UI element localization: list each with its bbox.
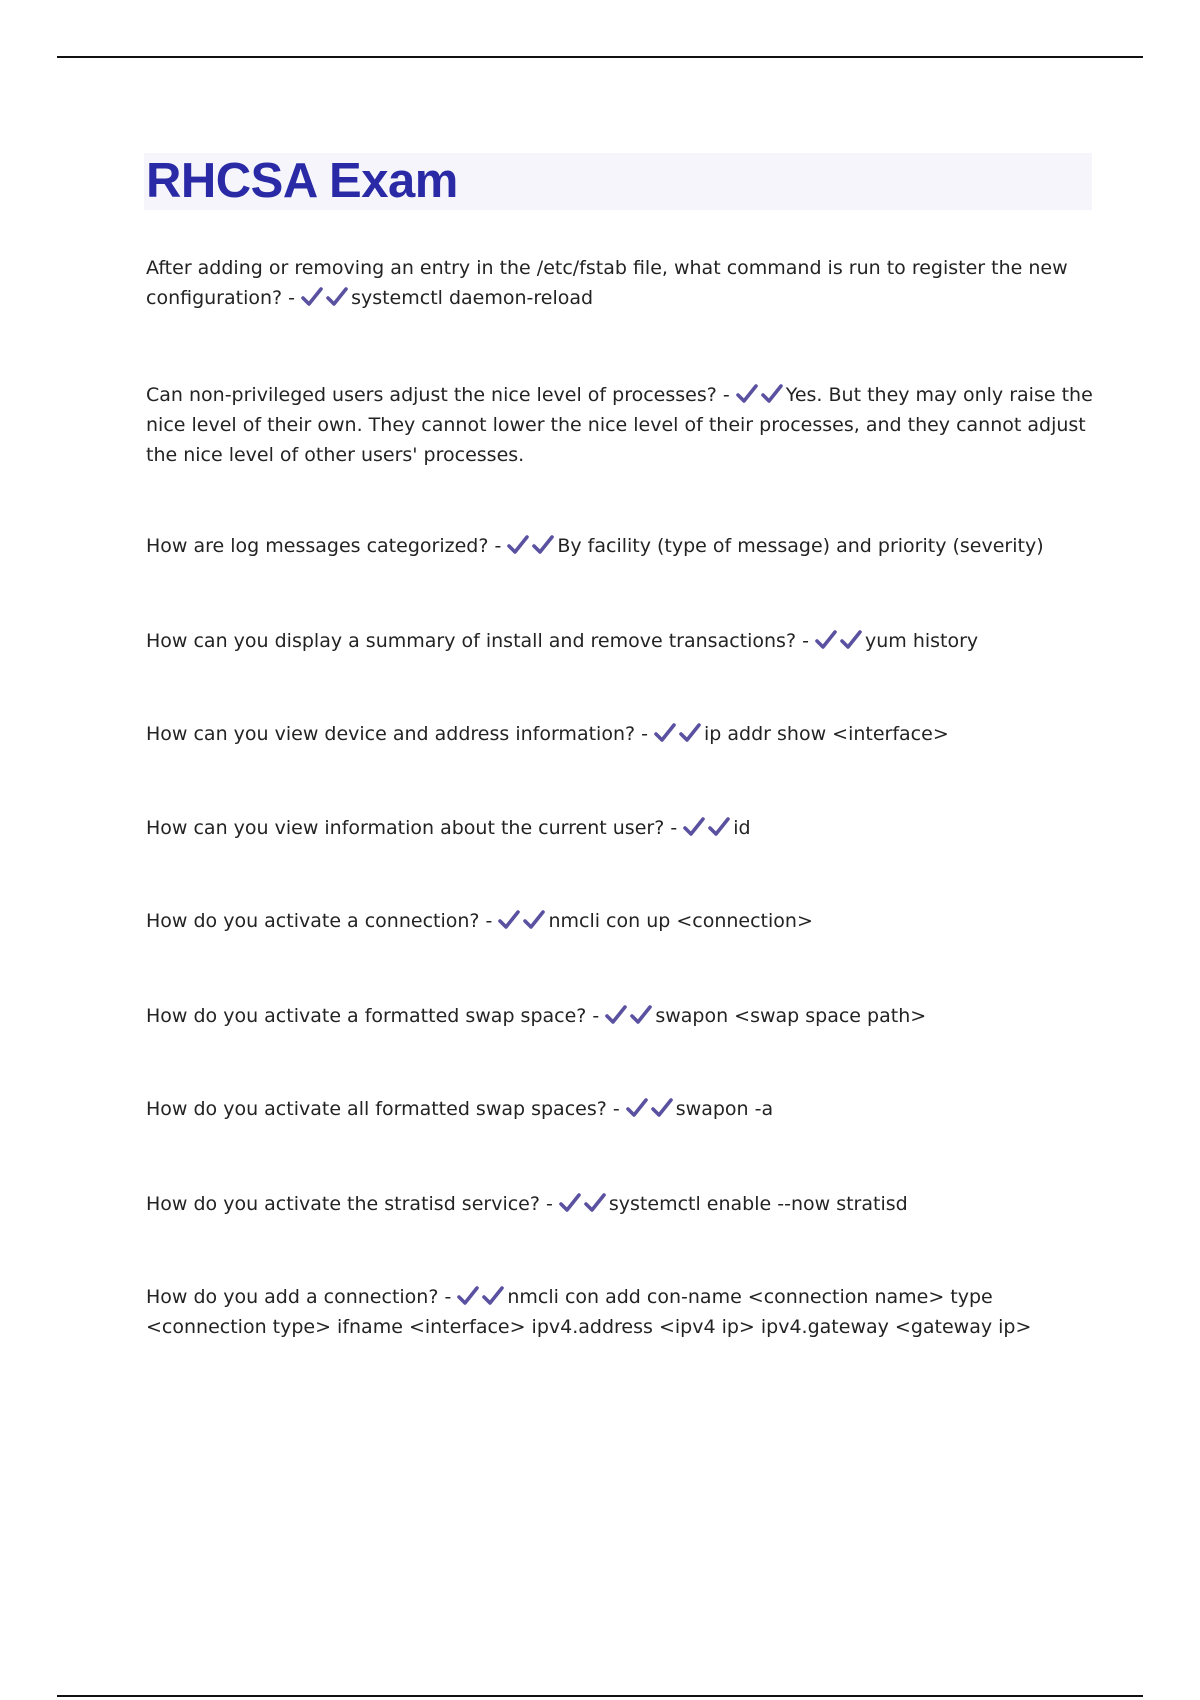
checkmark-icon xyxy=(815,630,837,650)
checkmark-icon xyxy=(679,723,701,743)
checkmark-icon xyxy=(559,1193,581,1213)
qa-item xyxy=(146,531,1096,561)
qa-item xyxy=(146,1189,1096,1219)
answer-text: swapon <swap space path> xyxy=(655,1005,927,1027)
answer-text: yum history xyxy=(864,630,979,652)
title-banner xyxy=(144,153,1092,210)
answer-text: systemctl enable --now stratisd xyxy=(608,1193,908,1215)
checkmark-icon xyxy=(584,1193,606,1213)
checkmark-icon xyxy=(840,630,862,650)
separator: - xyxy=(282,287,302,309)
answer-text: ip addr show <interface> xyxy=(704,723,949,745)
checkmark-icon xyxy=(683,817,705,837)
page-title: RHCSA Exam xyxy=(146,154,458,208)
question-text: After adding or removing an entry in the /etc/fstab file, what command is run to register the new configuration? xyxy=(146,257,1068,309)
answer-text: nmcli con add con-name <connection name> type <connection type> ifname <interface> ipv4.address <ipv4 ip> ipv4.gateway <gateway ip> xyxy=(146,1286,1032,1338)
answer-text: systemctl daemon-reload xyxy=(351,287,594,309)
answer-text: id xyxy=(733,817,751,839)
checkmark-icon xyxy=(708,817,730,837)
answer-text: By facility (type of message) and priority (severity) xyxy=(557,535,1044,557)
question-text: How can you display a summary of install and remove transactions? xyxy=(146,630,797,652)
qa-item xyxy=(146,813,1096,843)
checkmark-icon xyxy=(736,384,758,404)
separator: - xyxy=(438,1286,458,1308)
checkmark-icon xyxy=(651,1098,673,1118)
question-text: How do you activate a connection? xyxy=(146,910,480,932)
question-text: How can you view information about the current user? xyxy=(146,817,665,839)
separator: - xyxy=(488,535,508,557)
checkmark-icon xyxy=(326,287,348,307)
question-text: How do you activate all formatted swap spaces? xyxy=(146,1098,607,1120)
checkmark-icon xyxy=(523,910,545,930)
checkmark-icon xyxy=(482,1286,504,1306)
checkmark-icon xyxy=(457,1286,479,1306)
question-text: How can you view device and address information? xyxy=(146,723,636,745)
answer-text: nmcli con up <connection> xyxy=(548,910,813,932)
checkmark-icon xyxy=(301,287,323,307)
separator: - xyxy=(606,1098,626,1120)
checkmark-icon xyxy=(605,1005,627,1025)
question-text: How do you activate a formatted swap space? xyxy=(146,1005,587,1027)
checkmark-icon xyxy=(626,1098,648,1118)
separator: - xyxy=(539,1193,559,1215)
separator: - xyxy=(664,817,684,839)
checkmark-icon xyxy=(761,384,783,404)
qa-item xyxy=(146,1001,1096,1031)
qa-item xyxy=(146,719,1096,749)
checkmark-icon xyxy=(630,1005,652,1025)
qa-item xyxy=(146,253,1096,313)
question-text: How do you add a connection? xyxy=(146,1286,439,1308)
separator: - xyxy=(635,723,655,745)
checkmark-icon xyxy=(532,535,554,555)
qa-item xyxy=(146,1094,1096,1124)
question-text: How are log messages categorized? xyxy=(146,535,489,557)
bottom-rule xyxy=(57,1695,1143,1697)
qa-item xyxy=(146,906,1096,936)
answer-text: Yes. But they may only raise the nice level of their own. They cannot lower the nice level of their processes, and they cannot adjust the nice level of other users' processes. xyxy=(146,384,1093,466)
checkmark-icon xyxy=(654,723,676,743)
separator: - xyxy=(586,1005,606,1027)
checkmark-icon xyxy=(498,910,520,930)
question-text: Can non-privileged users adjust the nice level of processes? xyxy=(146,384,717,406)
answer-text: swapon -a xyxy=(675,1098,774,1120)
question-text: How do you activate the stratisd service? xyxy=(146,1193,540,1215)
qa-item xyxy=(146,626,1096,656)
qa-item xyxy=(146,380,1096,470)
checkmark-icon xyxy=(507,535,529,555)
qa-item xyxy=(146,1282,1096,1342)
separator: - xyxy=(716,384,736,406)
separator: - xyxy=(796,630,815,652)
top-rule xyxy=(57,56,1143,58)
separator: - xyxy=(479,910,499,932)
